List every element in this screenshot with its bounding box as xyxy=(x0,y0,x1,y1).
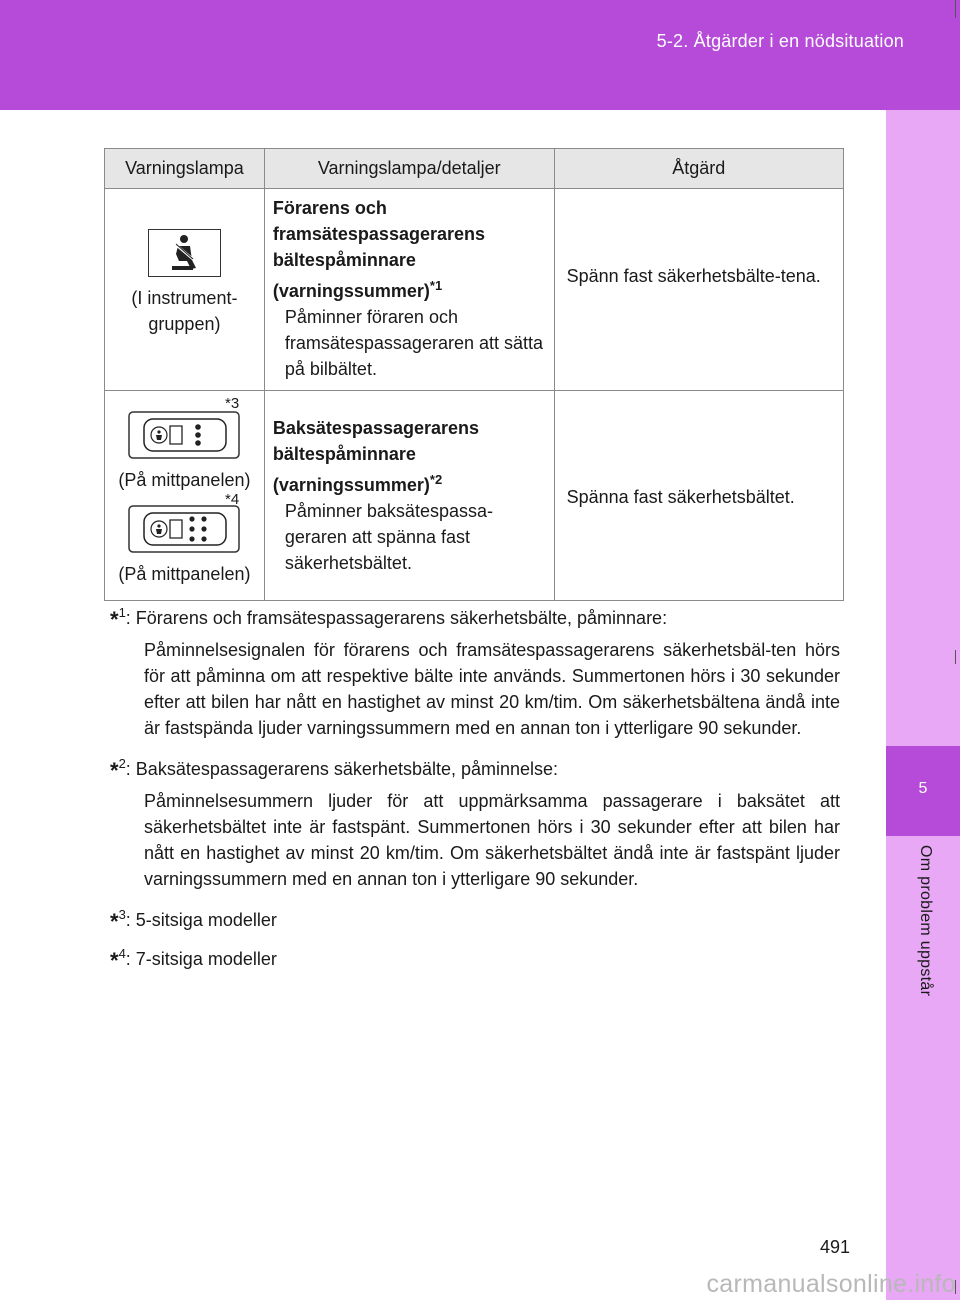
detail-title: Förarens och framsätespassagerarens bältespåminnare (varningssummer)$^{*1}$ xyxy=(272,198,486,301)
page-number: 491 xyxy=(820,1237,851,1257)
action-cell: Spänn fast säkerhetsbälte-tena. xyxy=(554,189,843,391)
watermark: carmanualsonline.info xyxy=(706,1270,956,1298)
footnote-number: 2 xyxy=(118,756,126,771)
footnote-heading: : 5-sitsiga modeller xyxy=(125,910,277,930)
column-header: Åtgärd xyxy=(554,149,843,189)
footnote-number: 4 xyxy=(118,946,126,961)
lamp-location-caption: (I instrument-gruppen) xyxy=(131,288,238,334)
footnote: *$^1$: Förarens och framsätespassagerarens säkerhetsbälte, påminnare: Påminnelsesignalen för förarens och framsätespassagerarens säkerhetsbäl-ten hörs för att påminna om att respektive bälte inte används. Summertonen hörs i 30 sekunder efter att bilen har nått en hastighet av minst 20 km/tim. Om säkerhetsbältena ändå inte är fastspända ljuder varningssummern med en annan ton i ytterligare 90 sekunder. xyxy=(110,600,840,741)
footnote-body: Påminnelsesignalen för förarens och framsätespassagerarens säkerhetsbäl-ten hörs för att påminna om att respektive bälte inte används. Summertonen hörs i 30 sekunder efter att bilen har nått en hastighet av minst 20 km/tim. Om säkerhetsbältena ändå inte är fastspända ljuder varningssummern med en annan ton i ytterligare 90 sekunder. xyxy=(144,640,840,738)
footnotes xyxy=(110,600,840,980)
rear-seatbelt-panel-7seat-icon xyxy=(128,505,240,553)
footnote-mark: *3 xyxy=(225,395,240,412)
footnote: *$^4$: 7-sitsiga modeller xyxy=(110,946,277,973)
table-row xyxy=(105,391,844,601)
seatbelt-warning-icon xyxy=(148,229,221,277)
action-cell: Spänna fast säkerhetsbältet. xyxy=(554,391,843,601)
lamp-location-caption: (På mittpanelen) xyxy=(118,470,251,490)
footnote-mark: *4 xyxy=(225,491,240,508)
footnote-number: 3 xyxy=(118,907,126,922)
lamp-cell xyxy=(105,391,265,601)
column-header: Varningslampa xyxy=(105,149,265,189)
chapter-number: 5 xyxy=(918,780,928,797)
lamp-location-caption: (På mittpanelen) xyxy=(118,564,251,584)
footnote-body: Påminnelsesummern ljuder för att uppmärksamma passagerare i baksätet att säkerhetsbältet inte är fastspänt. Summertonen hörs i 30 sekunder efter att bilen har nått en hastighet av minst 20 km/tim. Om säkerhetsbältet ändå inte är fastspänt ljuder varningssummern med en annan ton i ytterligare 90 sekunder. xyxy=(144,791,840,889)
footnote-mark: *2 xyxy=(429,472,443,487)
lamp-cell xyxy=(105,189,265,391)
lamp-detail-cell xyxy=(264,189,554,391)
footnote-number: 1 xyxy=(118,605,126,620)
chapter-title: Om problem uppstår xyxy=(917,845,934,997)
column-header: Varningslampa/detaljer xyxy=(264,149,554,189)
footnote: *$^3$: 5-sitsiga modeller xyxy=(110,907,277,934)
footnote-heading: : 7-sitsiga modeller xyxy=(125,949,277,969)
chapter-side-tab xyxy=(886,110,960,1300)
rear-seatbelt-panel-5seat-icon xyxy=(128,411,240,459)
table-row xyxy=(105,189,844,391)
warning-lamp-table xyxy=(104,148,844,601)
footnote-mark: *1 xyxy=(429,278,443,293)
section-title: 5-2. Åtgärder i en nödsituation xyxy=(656,31,904,51)
footnote-heading: : Förarens och framsätespassagerarens säkerhetsbälte, påminnare: xyxy=(125,608,668,628)
footnote-heading: : Baksätespassagerarens säkerhetsbälte, påminnelse: xyxy=(125,759,559,779)
lamp-detail-cell xyxy=(264,391,554,601)
table-header-row xyxy=(105,149,844,189)
crop-mark xyxy=(955,650,956,664)
crop-mark xyxy=(955,0,956,18)
header-band xyxy=(0,0,960,110)
detail-text: Påminner baksätespassa-geraren att spänna fast säkerhetsbältet. xyxy=(284,501,493,573)
detail-text: Påminner föraren och framsätespassageraren att sätta på bilbältet. xyxy=(284,307,544,379)
footnote: *$^2$: Baksätespassagerarens säkerhetsbälte, påminnelse: Påminnelsesummern ljuder för att uppmärksamma passagerare i baksätet att säkerhetsbältet inte är fastspänt. Summertonen hörs i 30 sekunder efter att bilen har nått en hastighet av minst 20 km/tim. Om säkerhetsbältet ändå inte är fastspänt ljuder varningssummern med en annan ton i ytterligare 90 sekunder. xyxy=(110,751,840,892)
detail-title: Baksätespassagerarens bältespåminnare (varningssummer)$^{*2}$ xyxy=(272,418,480,495)
